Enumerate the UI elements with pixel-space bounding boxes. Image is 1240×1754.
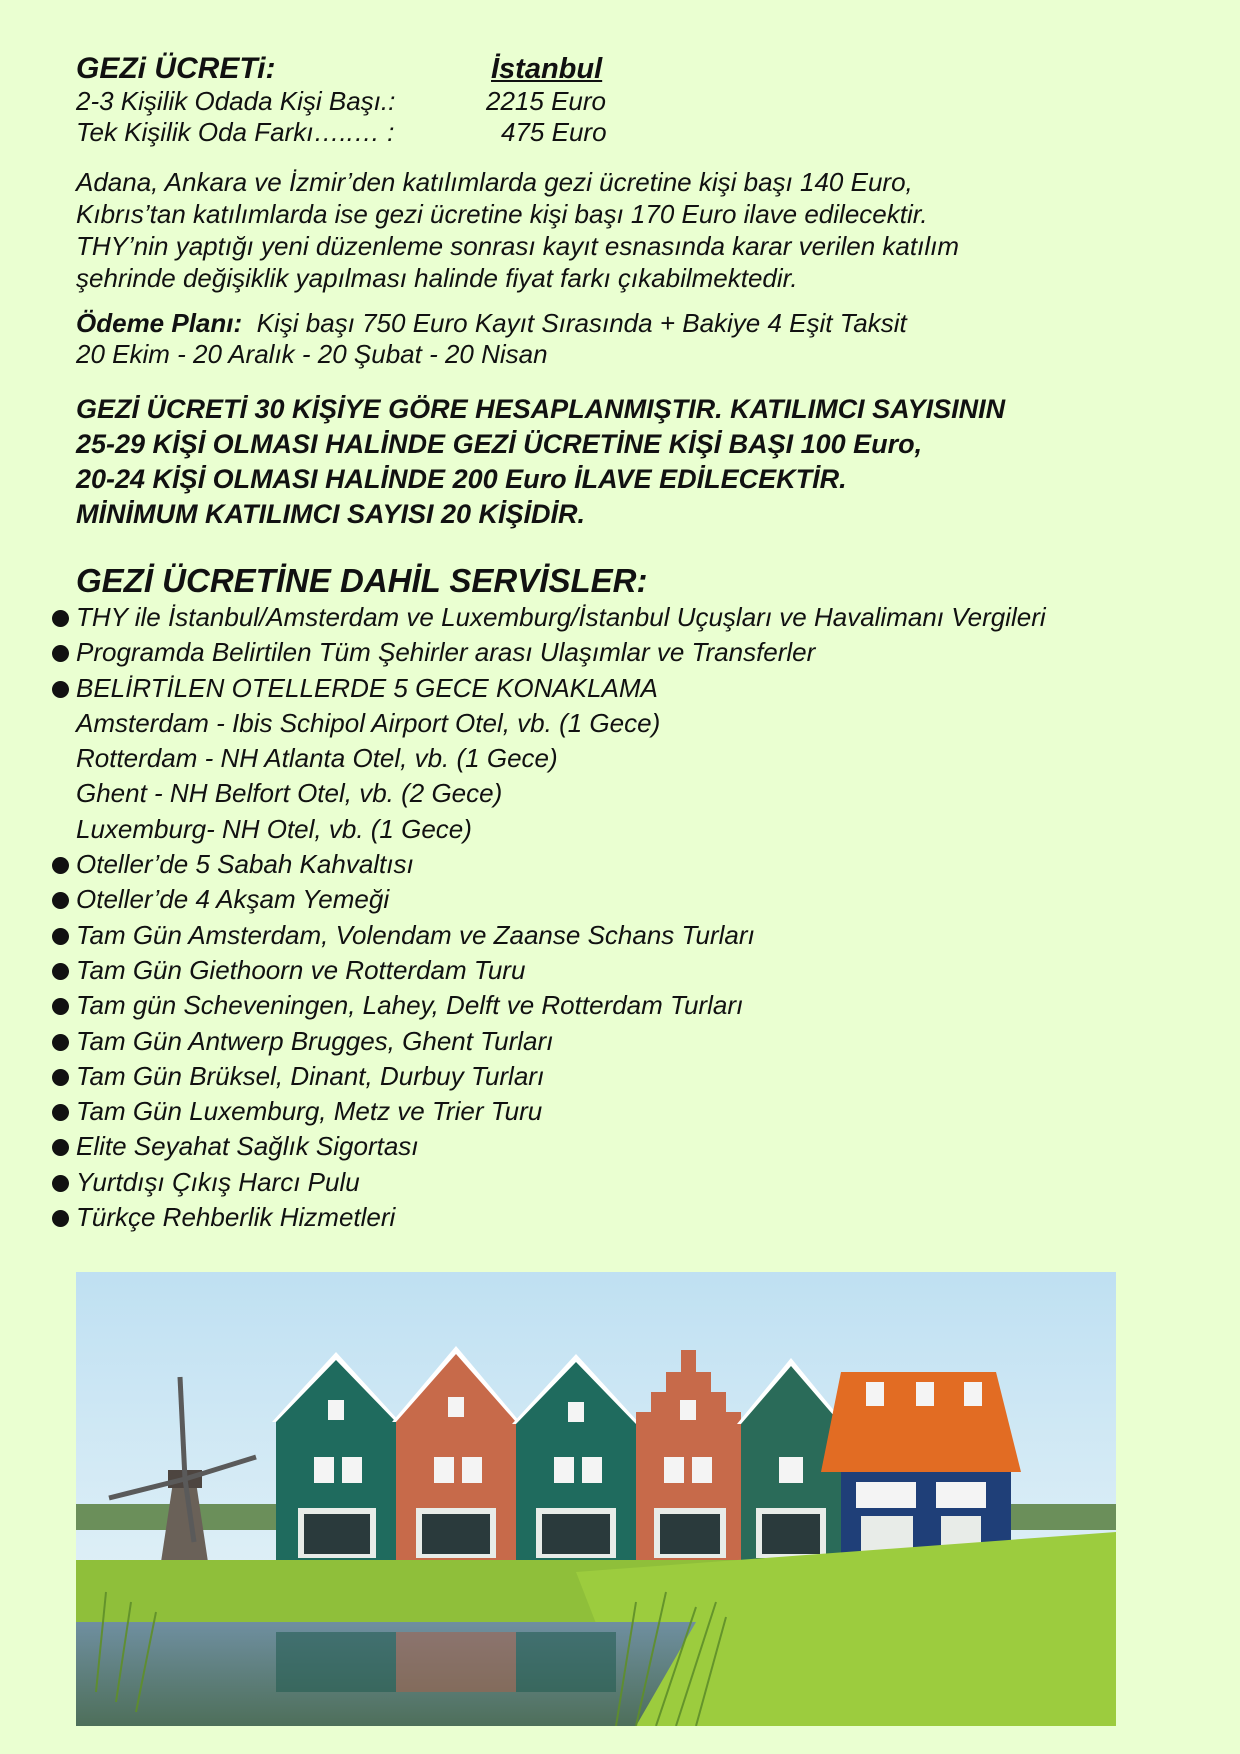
- bullet-icon: [52, 1034, 69, 1051]
- service-text: Tam gün Scheveningen, Lahey, Delft ve Rotterdam Turları: [76, 990, 744, 1021]
- bullet-icon: [52, 681, 69, 698]
- price-value: 475 Euro: [501, 117, 607, 147]
- service-item: [50, 635, 1214, 670]
- service-text: Elite Seyahat Sağlık Sigortası: [76, 1131, 419, 1162]
- service-item: [50, 1059, 1214, 1094]
- price-heading: GEZi ÜCRETi:: [76, 52, 276, 85]
- price-row-single: [76, 117, 1240, 148]
- service-text: Ghent - NH Belfort Otel, vb. (2 Gece): [76, 778, 503, 809]
- service-text: Luxemburg- NH Otel, vb. (1 Gece): [76, 813, 472, 844]
- service-text: THY ile İstanbul/Amsterdam ve Luxemburg/İstanbul Uçuşları ve Havalimanı Vergileri: [76, 602, 1046, 632]
- service-item: [50, 1200, 1214, 1235]
- warning-line: GEZİ ÜCRETİ 30 KİŞİYE GÖRE HESAPLANMIŞTIR. KATILIMCI SAYISININ: [76, 394, 1006, 424]
- bullet-icon: [52, 892, 69, 909]
- price-value: 2215 Euro: [486, 86, 606, 116]
- service-text: Oteller’de 5 Sabah Kahvaltısı: [76, 849, 414, 880]
- services-title: GEZİ ÜCRETİNE DAHİL SERVİSLER:: [76, 562, 648, 599]
- price-label: 2-3 Kişilik Odada Kişi Başı.:: [76, 86, 396, 116]
- service-item: [50, 918, 1214, 953]
- service-text: Tam Gün Antwerp Brugges, Ghent Turları: [76, 1025, 554, 1056]
- service-item: [50, 1094, 1214, 1129]
- participant-warning: [76, 392, 1240, 532]
- service-text: Yurtdışı Çıkış Harcı Pulu: [76, 1166, 360, 1197]
- service-text: Amsterdam - Ibis Schipol Airport Otel, vb. (1 Gece): [76, 707, 661, 738]
- bullet-icon: [52, 1175, 69, 1192]
- price-row-double: [76, 86, 1240, 117]
- hotel-item: [50, 741, 1214, 776]
- warning-line: 20-24 KİŞİ OLMASI HALİNDE 200 Euro İLAVE EDİLECEKTİR.: [76, 464, 847, 494]
- note-line: Kıbrıs’tan katılımlarda ise gezi ücretine kişi başı 170 Euro ilave edilecektir.: [76, 199, 928, 229]
- note-line: şehrinde değişiklik yapılması halinde fiyat farkı çıkabilmektedir.: [76, 263, 798, 293]
- bullet-icon: [52, 928, 69, 945]
- note-line: Adana, Ankara ve İzmir’den katılımlarda gezi ücretine kişi başı 140 Euro,: [76, 167, 913, 197]
- bullet-icon: [52, 1104, 69, 1121]
- service-item: [50, 953, 1214, 988]
- service-item: [50, 1024, 1214, 1059]
- warning-line: MİNİMUM KATILIMCI SAYISI 20 KİŞİDİR.: [76, 499, 586, 529]
- bullet-icon: [52, 963, 69, 980]
- village-illustration: [76, 1272, 1116, 1726]
- payment-plan: [76, 308, 1240, 370]
- note-line: THY’nin yaptığı yeni düzenleme sonrası kayıt esnasında karar verilen katılım: [76, 231, 959, 261]
- price-label: Tek Kişilik Oda Farkı…..… :: [76, 117, 395, 147]
- payment-dates: 20 Ekim - 20 Aralık - 20 Şubat - 20 Nisan: [76, 339, 548, 369]
- brochure-content: [76, 52, 1240, 1235]
- services-list: [50, 600, 1214, 1235]
- service-item: [50, 882, 1214, 917]
- bullet-icon: [52, 1210, 69, 1227]
- service-item: [50, 847, 1214, 882]
- payment-text: Kişi başı 750 Euro Kayıt Sırasında + Bakiye 4 Eşit Taksit: [256, 308, 907, 338]
- house-blue: [821, 1372, 1021, 1562]
- service-text: Tam Gün Giethoorn ve Rotterdam Turu: [76, 954, 526, 985]
- service-item: [50, 988, 1214, 1023]
- hotel-item: [50, 776, 1214, 811]
- service-text: BELİRTİLEN OTELLERDE 5 GECE KONAKLAMA: [76, 672, 658, 703]
- service-text: Tam Gün Brüksel, Dinant, Durbuy Turları: [76, 1060, 545, 1091]
- bullet-icon: [52, 857, 69, 874]
- hotel-item: [50, 812, 1214, 847]
- bullet-icon: [52, 998, 69, 1015]
- extra-fee-note: [76, 166, 1240, 294]
- service-text: Türkçe Rehberlik Hizmetleri: [76, 1202, 396, 1233]
- bullet-icon: [52, 1069, 69, 1086]
- netherlands-houses-photo: [76, 1272, 1116, 1726]
- service-text: Tam Gün Amsterdam, Volendam ve Zaanse Schans Turları: [76, 919, 755, 950]
- service-item: [50, 1129, 1214, 1164]
- service-text: Rotterdam - NH Atlanta Otel, vb. (1 Gece): [76, 743, 558, 774]
- hotel-item: [50, 706, 1214, 741]
- service-text: Tam Gün Luxemburg, Metz ve Trier Turu: [76, 1096, 543, 1127]
- service-text: Oteller’de 4 Akşam Yemeği: [76, 884, 390, 915]
- service-text: Programda Belirtilen Tüm Şehirler arası Ulaşımlar ve Transferler: [76, 637, 816, 668]
- price-title: [76, 52, 1240, 86]
- service-item: [50, 600, 1214, 635]
- payment-label: Ödeme Planı:: [76, 308, 243, 338]
- departure-city: İstanbul: [491, 53, 603, 85]
- warning-line: 25-29 KİŞİ OLMASI HALİNDE GEZİ ÜCRETİNE KİŞİ BAŞI 100 Euro,: [76, 429, 923, 459]
- service-item: [50, 1165, 1214, 1200]
- bullet-icon: [52, 610, 69, 627]
- bullet-icon: [52, 645, 69, 662]
- service-item: [50, 671, 1214, 706]
- bullet-icon: [52, 1139, 69, 1156]
